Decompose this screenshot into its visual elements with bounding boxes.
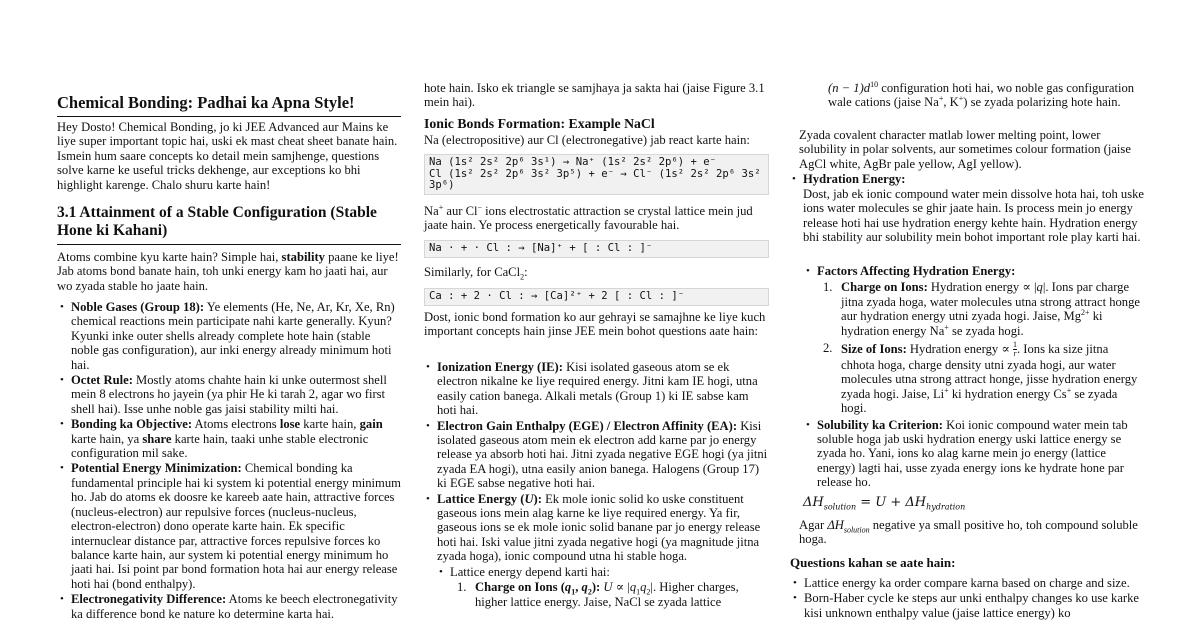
solution-equation: $\Delta H_{solution} = U + \Delta H_{hydration}$: [803, 495, 966, 512]
list-item: • Hydration Energy:: [803, 172, 1145, 186]
list-item: • Electron Gain Enthalpy (EGE) / Electron Affinity (EA): Kisi isolated gaseous atom mein ek electron add karne par jo energy release ya absorb hoti hai. Jitni zyada negative EGE hogi (ya jitni zyada EA hogi), utna easily anion banega. Halogens (Group 17) ki EGE sabse negative hoti hai.: [437, 419, 769, 491]
list-item: • Noble Gases (Group 18): Ye elements (He, Ne, Ar, Kr, Xe, Rn) chemical reactions mein participate nahi karte generally. Kyun? Kyunki inke outer shells already complete hote hain (stable noble gas configuration), aur inki energy already minimum hoti hai.: [71, 300, 401, 372]
lattice-factors-list: [457, 580, 769, 609]
nacl-heading: Ionic Bonds Formation: Example NaCl: [424, 116, 655, 131]
stability-list: [71, 300, 401, 621]
list-item: • Bonding ka Objective: Atoms electrons lose karte hain, gain karte hain, ya share karte hain, taaki unhe stable electronic configuration mil sake.: [71, 417, 401, 460]
ions-paragraph: Na+ aur Cl− ions electrostatic attraction se crystal lattice mein jud jaate hain. Ye process energetically favourable hai.: [424, 202, 753, 233]
section-title: 3.1 Attainment of a Stable Configuration (Stable Hone ki Kahani): [57, 204, 401, 245]
ionic-concepts-list: [437, 360, 769, 609]
list-item: • Lattice energy depend karti hai: 1. Charge on Ions ($q_1$, $q_2$): $U \propto |q_1q_2|$. Higher charges, higher lattice energy. Jaise, NaCl se zyada lattice: [450, 565, 769, 609]
list-item: 1. Charge on Ions ($q_1$, $q_2$): $U \propto |q_1q_2|$. Higher charges, higher lattice energy. Jaise, NaCl se zyada lattice: [457, 580, 739, 609]
list-item: • Potential Energy Minimization: Chemical bonding ka fundamental principle hai ki system ki potential energy minimum ho. Jab do atoms ek doosre ke kareeb aate hain, attractive forces (nucleus-electron) aur repulsive forces (nucleus-nucleus, electron-electron) dono operate karte hain. Ek specific internuclear distance par, attractive forces repulsive forces ko balance karte hain, aur system ki potential energy minimum ho jaati hai. Isi point par bond formation hota hai aur energy release hoti hai (bond enthalpy).: [71, 461, 401, 591]
section-intro: Atoms combine kyu karte hain? Simple hai, stability paane ke liye! Jab atoms bond banate hain, toh unki energy kam ho jaati hai, aur wo zyada stable ho jaate hain.: [57, 250, 399, 293]
lattice-depends-list: [450, 565, 769, 609]
dost-paragraph: Dost, ionic bond formation ko aur gehrayi se samajhne ke liye kuch important concepts hain jinse JEE mein bohot questions aate hain:: [424, 310, 766, 339]
nacl-intro: Na (electropositive) aur Cl (electronegative) jab react karte hain:: [424, 133, 750, 147]
list-item: • Born-Haber cycle ke steps aur unki enthalpy changes ko use karke kisi unknown enthalpy value (jaise lattice energy) ko: [804, 591, 1145, 620]
list-item: • Lattice energy ka order compare karna based on charge and size.: [804, 576, 1145, 590]
list-item: • Solubility ka Criterion: Koi ionic compound water mein tab soluble hoga jab uski hydration energy uski lattice energy se zyada ho. Yani, ions ko alag karne mein jo energy (lattice energy) lagti hai, usse zyada energy ions ke hydrate hone par release ho.: [817, 418, 1140, 490]
polarizing-continued: $(n - 1)d^{10}$ configuration hoti hai, wo noble gas configuration wale cations (jaise Na+, K+) se zyada polarizing hote hain.: [828, 79, 1135, 110]
agar-paragraph: Agar $\Delta H_{solution}$ negative ya small positive ho, toh compound soluble hoga.: [799, 518, 1138, 547]
questions-list: [804, 576, 1145, 620]
list-item: 2. Size of Ions: Hydration energy ∝ $\frac{1}{r}$ . Ions ka size jitna chhota hoga, charge density utni zyada hogi, aur water molecules utna strong attract honge, jisse hydration energy zyada hogi. Jaise, Li+ ki hydration energy Cs+ se zyada hogi.: [823, 340, 1138, 416]
hydration-paragraph: Dost, jab ek ionic compound water mein dissolve hota hai, toh uske ions water molecules se ghir jaate hain. Is process mein jo energy release hoti hai use hydration energy kehte hain. Hydration energy bhi stability aur solubility mein bohot important role play karti hai.: [803, 187, 1145, 245]
covalent-character-text: Zyada covalent character matlab lower melting point, lower solubility in polar solvents, aur sometimes colour formation (jaise AgCl white, AgBr pale yellow, AgI yellow).: [799, 128, 1131, 171]
cacl2-lewis-block: Ca : + 2 · Cl : → [Ca]²⁺ + 2 [ : Cl : ]⁻: [424, 288, 769, 306]
list-item: 1. Charge on Ions: Hydration energy ∝ |q|. Ions par charge jitna zyada hoga, water molecules utna strong attract honge aur hydration energy utni zyada hogi. Jaise, $Mg^{2+}$ ki hydration energy Na+ se zyada hogi.: [823, 280, 1140, 338]
hydration-list: [803, 172, 1145, 186]
similarly-text: Similarly, for CaCl$_2$:: [424, 265, 528, 282]
continued-text: hote hain. Isko ek triangle se samjhaya ja sakta hai (jaise Figure 3.1 mein hai).: [424, 81, 765, 110]
list-item: • Octet Rule: Mostly atoms chahte hain ki unke outermost shell mein 8 electrons ho jayein (ya phir He ki tarah 2, agar wo first shell hai). Isse unhe noble gas jaisi stability milti hai.: [71, 373, 401, 416]
nacl-equation-block: Na (1s² 2s² 2p⁶ 3s¹) → Na⁺ (1s² 2s² 2p⁶) + e⁻ Cl (1s² 2s² 2p⁶ 3s² 3p⁵) + e⁻ → Cl⁻ (1s² 2s² 2p⁶ 3s² 3p⁶): [424, 154, 769, 195]
list-item: • Ionization Energy (IE): Kisi isolated gaseous atom se ek electron nikalne ke liye required energy. Jitni kam IE hogi, utna easily cation banega. Alkali metals (Group 1) ki IE sabse kam hoti hai.: [437, 360, 769, 418]
intro-paragraph: Hey Dosto! Chemical Bonding, jo ki JEE Advanced aur Mains ke liye super important topic hai, uski ek mast cheat sheet banate hain. Ismein hum saare concepts ko detail mein samjhenge, questions solve karne ke useful tricks dekhenge, aur exceptions ko bhi highlight karenge. Chalo shuru karte hain!: [57, 120, 398, 192]
list-item: • Lattice Energy (U): Ek mole ionic solid ko uske constituent gaseous ions mein alag karne ke liye required energy. Ya fir, gaseous ions se ek mole ionic solid banane par jo energy release hoti hai. Iski value jitni zyada negative hogi (ya magnitude jitna zyada hoga), ionic compound utna hi stable hoga. • Lattice energy depend karti hai: 1. Charge on Ions ($q_1$, $q_2$): $U \propto |q_1q_2|$. Higher charges, higher lattice energy. Jaise, NaCl se zyada lattice: [437, 492, 769, 609]
nacl-lewis-block: Na · + · Cl : → [Na]⁺ + [ : Cl : ]⁻: [424, 240, 769, 258]
hydration-factors-list: [817, 264, 1140, 490]
hydration-factors-numbered: [823, 280, 1140, 416]
page-title: Chemical Bonding: Padhai ka Apna Style!: [57, 93, 401, 117]
list-item: • Factors Affecting Hydration Energy: 1. Charge on Ions: Hydration energy ∝ |q|. Ions par charge jitna zyada hoga, water molecules utna strong attract honge aur hydration energy utni zyada hogi. Jaise, $Mg^{2+}$ ki hydration energy Na+ se zyada hogi. 2. Size of Ions: Hydration energy ∝ $\frac{1}{r}$ . Ions ka size jitna chhota hoga, charge density utni zyada hogi, aur water molecules utna strong attract honge, jisse hydration energy zyada hogi. Jaise, Li+ ki hydration energy Cs+ se zyada hogi.: [817, 264, 1140, 416]
list-item: • Electronegativity Difference: Atoms ke beech electronegativity ka difference bond ke nature ko determine karta hai.: [71, 592, 401, 621]
questions-heading: Questions kahan se aate hain:: [790, 555, 956, 570]
